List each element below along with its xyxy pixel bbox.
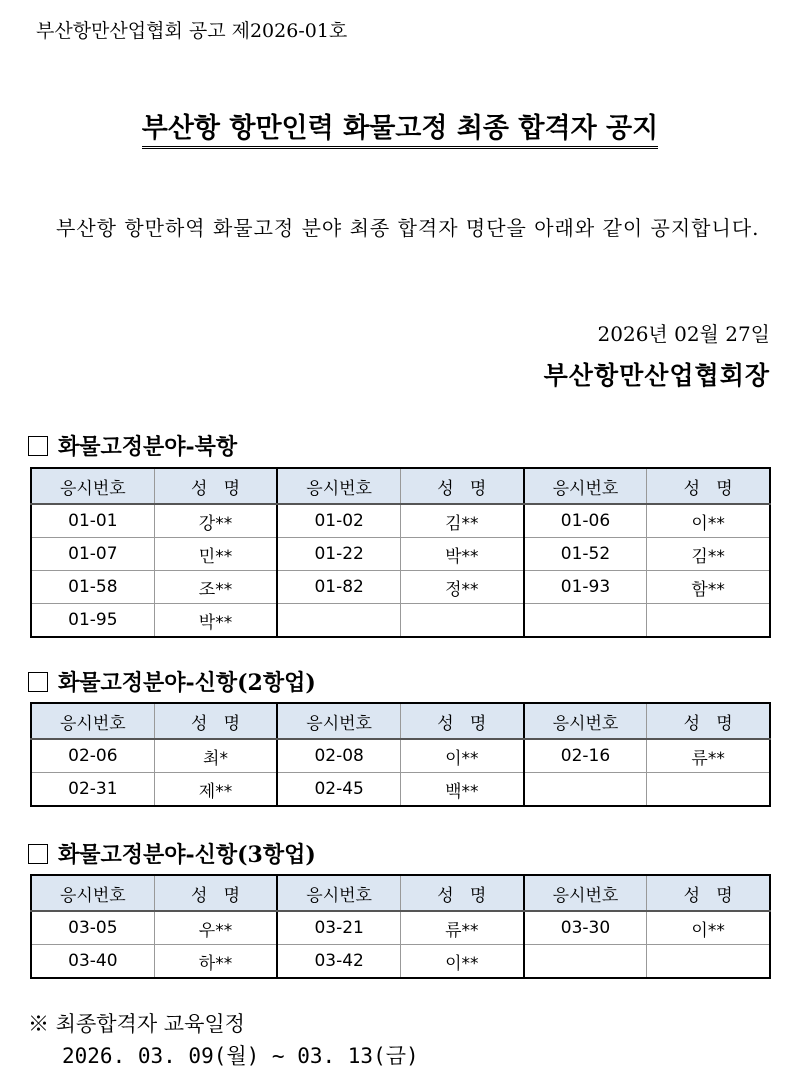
table-row — [31, 504, 770, 538]
header-exam-number: 응시번호 — [277, 875, 400, 911]
education-date: 2026. 03. 09(월) ~ 03. 13(금) — [62, 1044, 419, 1068]
header-exam-number: 응시번호 — [524, 703, 647, 739]
exam-number — [524, 945, 647, 979]
candidate-name: 제** — [154, 773, 277, 807]
candidate-name: 김** — [400, 504, 523, 538]
candidate-name: 하** — [154, 945, 277, 979]
table-row — [31, 945, 770, 979]
exam-number: 03-42 — [277, 945, 400, 979]
table-header-row — [31, 468, 770, 504]
table-row — [31, 773, 770, 807]
page-title — [0, 106, 800, 145]
candidate-name: 이** — [400, 945, 523, 979]
table-row — [31, 538, 770, 571]
section-title-text: 화물고정분야-북항 — [58, 434, 238, 460]
candidate-name: 민** — [154, 538, 277, 571]
header-exam-number: 응시번호 — [31, 875, 154, 911]
exam-number: 03-05 — [31, 911, 154, 945]
table-row — [31, 571, 770, 604]
candidate-name: 박** — [400, 538, 523, 571]
exam-number: 02-45 — [277, 773, 400, 807]
header-name: 성 명 — [400, 468, 523, 504]
results-table-bukhang — [30, 467, 771, 638]
header-name: 성 명 — [400, 703, 523, 739]
candidate-name: 정** — [400, 571, 523, 604]
header-name: 성 명 — [154, 875, 277, 911]
section-title — [28, 838, 316, 869]
candidate-name: 조** — [154, 571, 277, 604]
exam-number: 01-02 — [277, 504, 400, 538]
candidate-name — [647, 604, 770, 638]
header-exam-number: 응시번호 — [277, 703, 400, 739]
candidate-name: 류** — [647, 739, 770, 773]
exam-number: 03-40 — [31, 945, 154, 979]
exam-number: 02-08 — [277, 739, 400, 773]
notice-number: 부산항만산업협회 공고 제2026-01호 — [36, 20, 348, 42]
exam-number: 01-93 — [524, 571, 647, 604]
candidate-name — [647, 945, 770, 979]
section-title-text: 화물고정분야-신항(3항업) — [58, 842, 316, 868]
exam-number: 03-30 — [524, 911, 647, 945]
header-exam-number: 응시번호 — [277, 468, 400, 504]
header-exam-number: 응시번호 — [524, 468, 647, 504]
exam-number: 01-52 — [524, 538, 647, 571]
exam-number: 01-95 — [31, 604, 154, 638]
candidate-name: 최* — [154, 739, 277, 773]
header-name: 성 명 — [400, 875, 523, 911]
education-title: ※ 최종합격자 교육일정 — [28, 1012, 245, 1036]
section-title — [28, 666, 316, 697]
checkbox-square-icon — [28, 844, 48, 864]
candidate-name: 류** — [400, 911, 523, 945]
results-table-sinhang-2 — [30, 702, 771, 807]
candidate-name: 함** — [647, 571, 770, 604]
signer: 부산항만산업협회장 — [543, 361, 770, 390]
checkbox-square-icon — [28, 672, 48, 692]
exam-number: 01-82 — [277, 571, 400, 604]
candidate-name: 강** — [154, 504, 277, 538]
header-exam-number: 응시번호 — [31, 703, 154, 739]
intro-paragraph: 부산항 항만하역 화물고정 분야 최종 합격자 명단을 아래와 같이 공지합니다. — [56, 216, 760, 240]
candidate-name: 백** — [400, 773, 523, 807]
table-header-row — [31, 703, 770, 739]
page-title-text: 부산항 항만인력 화물고정 최종 합격자 공지 — [142, 113, 658, 149]
exam-number: 02-06 — [31, 739, 154, 773]
candidate-name — [400, 604, 523, 638]
section-title — [28, 430, 237, 461]
exam-number: 02-31 — [31, 773, 154, 807]
candidate-name: 김** — [647, 538, 770, 571]
exam-number: 01-07 — [31, 538, 154, 571]
checkbox-square-icon — [28, 436, 48, 456]
candidate-name: 이** — [400, 739, 523, 773]
header-name: 성 명 — [647, 703, 770, 739]
table-row — [31, 739, 770, 773]
exam-number — [277, 604, 400, 638]
table-row — [31, 604, 770, 638]
exam-number: 01-06 — [524, 504, 647, 538]
candidate-name: 이** — [647, 504, 770, 538]
candidate-name: 이** — [647, 911, 770, 945]
candidate-name: 우** — [154, 911, 277, 945]
candidate-name — [647, 773, 770, 807]
table-header-row — [31, 875, 770, 911]
exam-number: 01-01 — [31, 504, 154, 538]
exam-number — [524, 773, 647, 807]
header-name: 성 명 — [647, 875, 770, 911]
header-exam-number: 응시번호 — [524, 875, 647, 911]
exam-number: 02-16 — [524, 739, 647, 773]
exam-number: 01-58 — [31, 571, 154, 604]
exam-number: 03-21 — [277, 911, 400, 945]
section-title-text: 화물고정분야-신항(2항업) — [58, 670, 316, 696]
notice-date: 2026년 02월 27일 — [597, 322, 770, 346]
table-row — [31, 911, 770, 945]
candidate-name: 박** — [154, 604, 277, 638]
header-name: 성 명 — [154, 468, 277, 504]
header-name: 성 명 — [154, 703, 277, 739]
header-name: 성 명 — [647, 468, 770, 504]
exam-number — [524, 604, 647, 638]
exam-number: 01-22 — [277, 538, 400, 571]
results-table-sinhang-3 — [30, 874, 771, 979]
header-exam-number: 응시번호 — [31, 468, 154, 504]
